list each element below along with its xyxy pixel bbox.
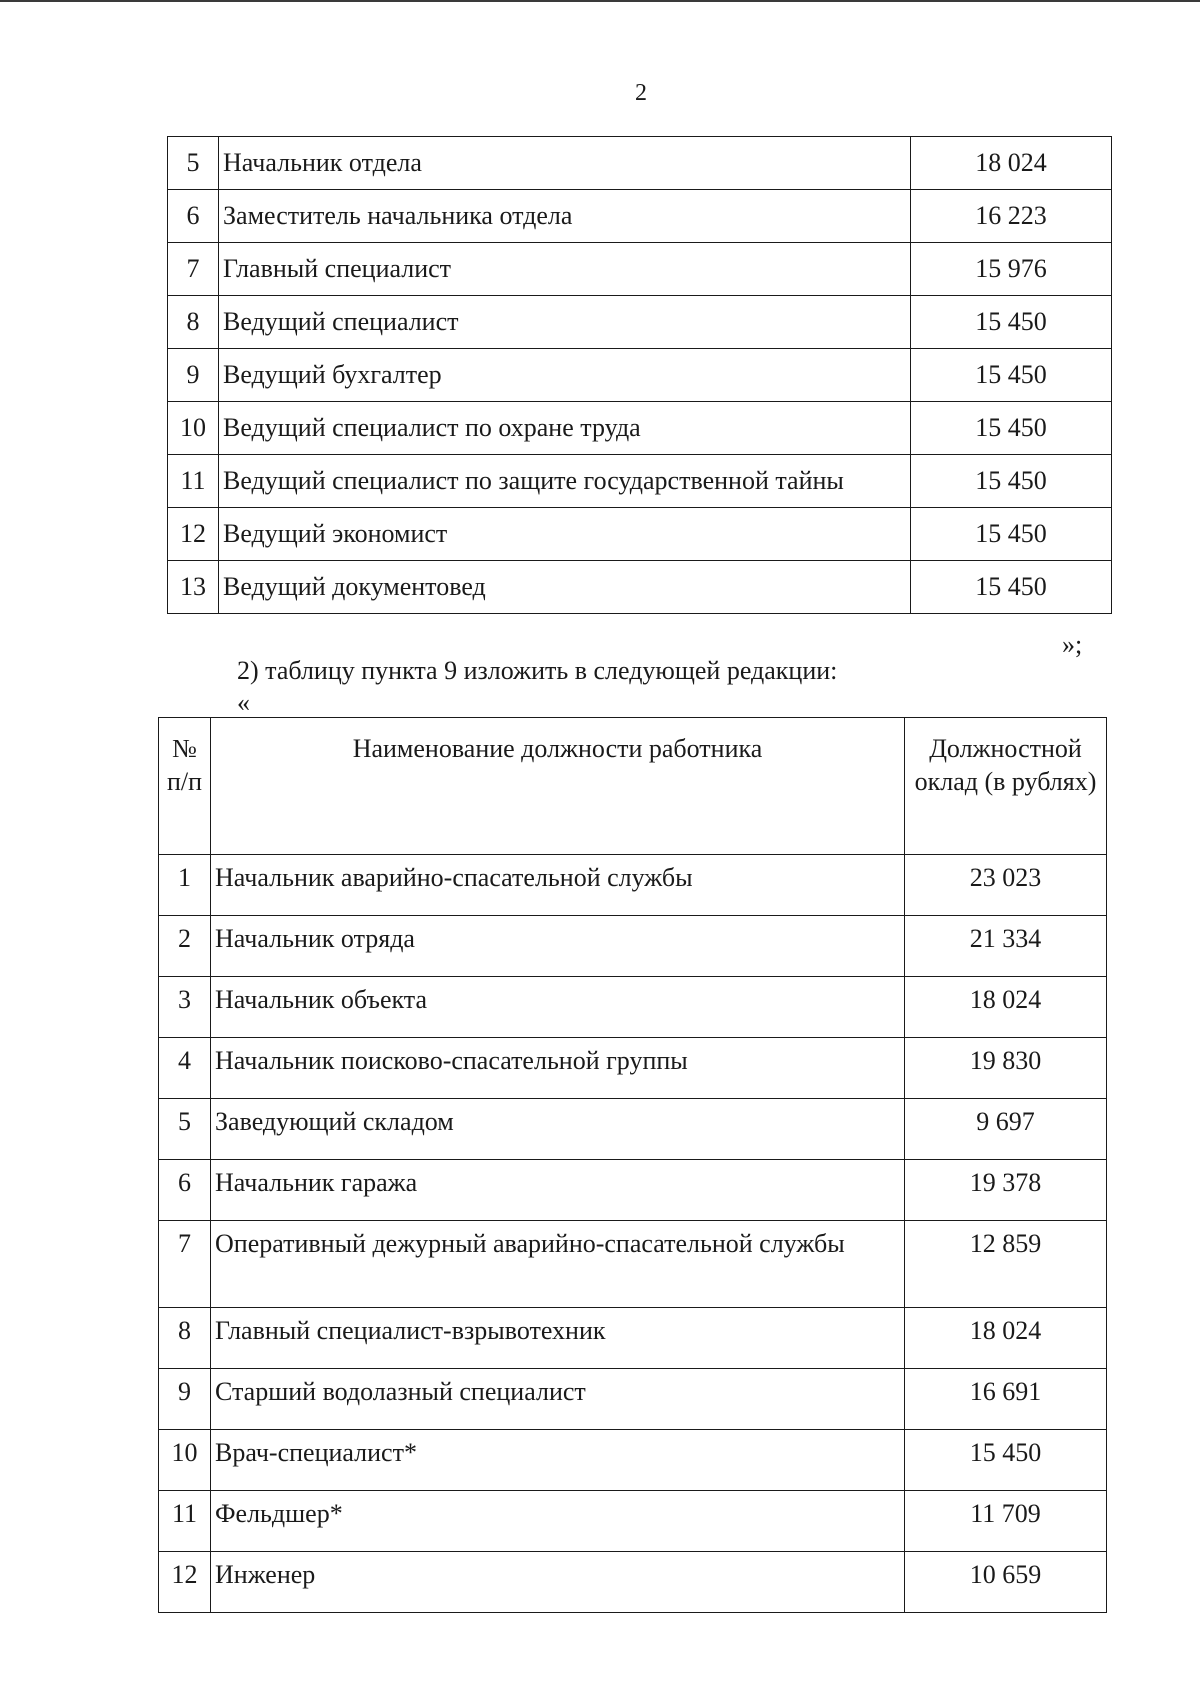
salary-value: 15 450 — [911, 349, 1112, 402]
position-name: Начальник поисково-спасательной группы — [211, 1038, 905, 1099]
position-name: Главный специалист-взрывотехник — [211, 1308, 905, 1369]
table-row — [159, 1308, 1107, 1369]
salary-value: 15 976 — [911, 243, 1112, 296]
amendment-instruction: 2) таблицу пункта 9 изложить в следующей редакции: — [237, 656, 838, 685]
opening-quote: « — [237, 688, 250, 717]
row-number: 8 — [168, 296, 219, 349]
position-name: Начальник аварийно-спасательной службы — [211, 855, 905, 916]
table-row — [168, 190, 1112, 243]
page-number: 2 — [635, 80, 647, 106]
salary-value: 15 450 — [905, 1430, 1107, 1491]
salary-value: 15 450 — [911, 296, 1112, 349]
row-number: 9 — [159, 1369, 211, 1430]
table-header-row — [159, 718, 1107, 855]
salary-value: 19 830 — [905, 1038, 1107, 1099]
header-position-name: Наименование должности работника — [211, 718, 905, 855]
row-number: 5 — [159, 1099, 211, 1160]
position-name: Ведущий бухгалтер — [219, 349, 911, 402]
position-name: Инженер — [211, 1552, 905, 1613]
salary-value: 18 024 — [911, 137, 1112, 190]
salary-table-continued — [167, 136, 1112, 614]
salary-value: 10 659 — [905, 1552, 1107, 1613]
position-name: Начальник объекта — [211, 977, 905, 1038]
table-row — [168, 349, 1112, 402]
row-number: 3 — [159, 977, 211, 1038]
table-row — [168, 137, 1112, 190]
position-name: Ведущий специалист по защите государственной тайны — [219, 455, 911, 508]
table-row — [159, 1221, 1107, 1308]
row-number: 6 — [159, 1160, 211, 1221]
position-name: Заведующий складом — [211, 1099, 905, 1160]
row-number: 7 — [168, 243, 219, 296]
salary-value: 21 334 — [905, 916, 1107, 977]
table-row — [168, 561, 1112, 614]
row-number: 5 — [168, 137, 219, 190]
salary-value: 23 023 — [905, 855, 1107, 916]
row-number: 9 — [168, 349, 219, 402]
salary-value: 19 378 — [905, 1160, 1107, 1221]
table-row — [159, 977, 1107, 1038]
salary-table-new — [158, 717, 1107, 1613]
table-row — [159, 916, 1107, 977]
table-row — [159, 1038, 1107, 1099]
table-row — [168, 296, 1112, 349]
table-row — [168, 455, 1112, 508]
row-number: 4 — [159, 1038, 211, 1099]
salary-value: 11 709 — [905, 1491, 1107, 1552]
header-number: № п/п — [159, 718, 211, 855]
row-number: 13 — [168, 561, 219, 614]
position-name: Начальник отряда — [211, 916, 905, 977]
salary-value: 16 223 — [911, 190, 1112, 243]
salary-value: 15 450 — [911, 508, 1112, 561]
header-salary: Должностной оклад (в рублях) — [905, 718, 1107, 855]
table-row — [159, 855, 1107, 916]
row-number: 1 — [159, 855, 211, 916]
closing-quote: »; — [1062, 630, 1083, 659]
position-name: Ведущий документовед — [219, 561, 911, 614]
table-row — [159, 1552, 1107, 1613]
salary-value: 15 450 — [911, 402, 1112, 455]
position-name: Ведущий экономист — [219, 508, 911, 561]
row-number: 2 — [159, 916, 211, 977]
table-row — [168, 243, 1112, 296]
table-row — [159, 1491, 1107, 1552]
row-number: 6 — [168, 190, 219, 243]
position-name: Врач-специалист* — [211, 1430, 905, 1491]
position-name: Старший водолазный специалист — [211, 1369, 905, 1430]
scan-top-border — [0, 0, 1200, 2]
table-row — [159, 1160, 1107, 1221]
table-row — [159, 1430, 1107, 1491]
position-name: Ведущий специалист по охране труда — [219, 402, 911, 455]
row-number: 8 — [159, 1308, 211, 1369]
salary-value: 16 691 — [905, 1369, 1107, 1430]
position-name: Главный специалист — [219, 243, 911, 296]
salary-value: 9 697 — [905, 1099, 1107, 1160]
salary-value: 18 024 — [905, 977, 1107, 1038]
position-name: Оперативный дежурный аварийно-спасательной службы — [211, 1221, 905, 1308]
position-name: Начальник гаража — [211, 1160, 905, 1221]
table-row — [159, 1099, 1107, 1160]
table-row — [159, 1369, 1107, 1430]
table-row — [168, 508, 1112, 561]
position-name: Начальник отдела — [219, 137, 911, 190]
salary-value: 15 450 — [911, 561, 1112, 614]
row-number: 12 — [168, 508, 219, 561]
row-number: 10 — [168, 402, 219, 455]
row-number: 11 — [159, 1491, 211, 1552]
salary-value: 12 859 — [905, 1221, 1107, 1308]
salary-value: 15 450 — [911, 455, 1112, 508]
table-row — [168, 402, 1112, 455]
row-number: 10 — [159, 1430, 211, 1491]
position-name: Фельдшер* — [211, 1491, 905, 1552]
row-number: 12 — [159, 1552, 211, 1613]
position-name: Заместитель начальника отдела — [219, 190, 911, 243]
row-number: 7 — [159, 1221, 211, 1308]
salary-value: 18 024 — [905, 1308, 1107, 1369]
position-name: Ведущий специалист — [219, 296, 911, 349]
row-number: 11 — [168, 455, 219, 508]
